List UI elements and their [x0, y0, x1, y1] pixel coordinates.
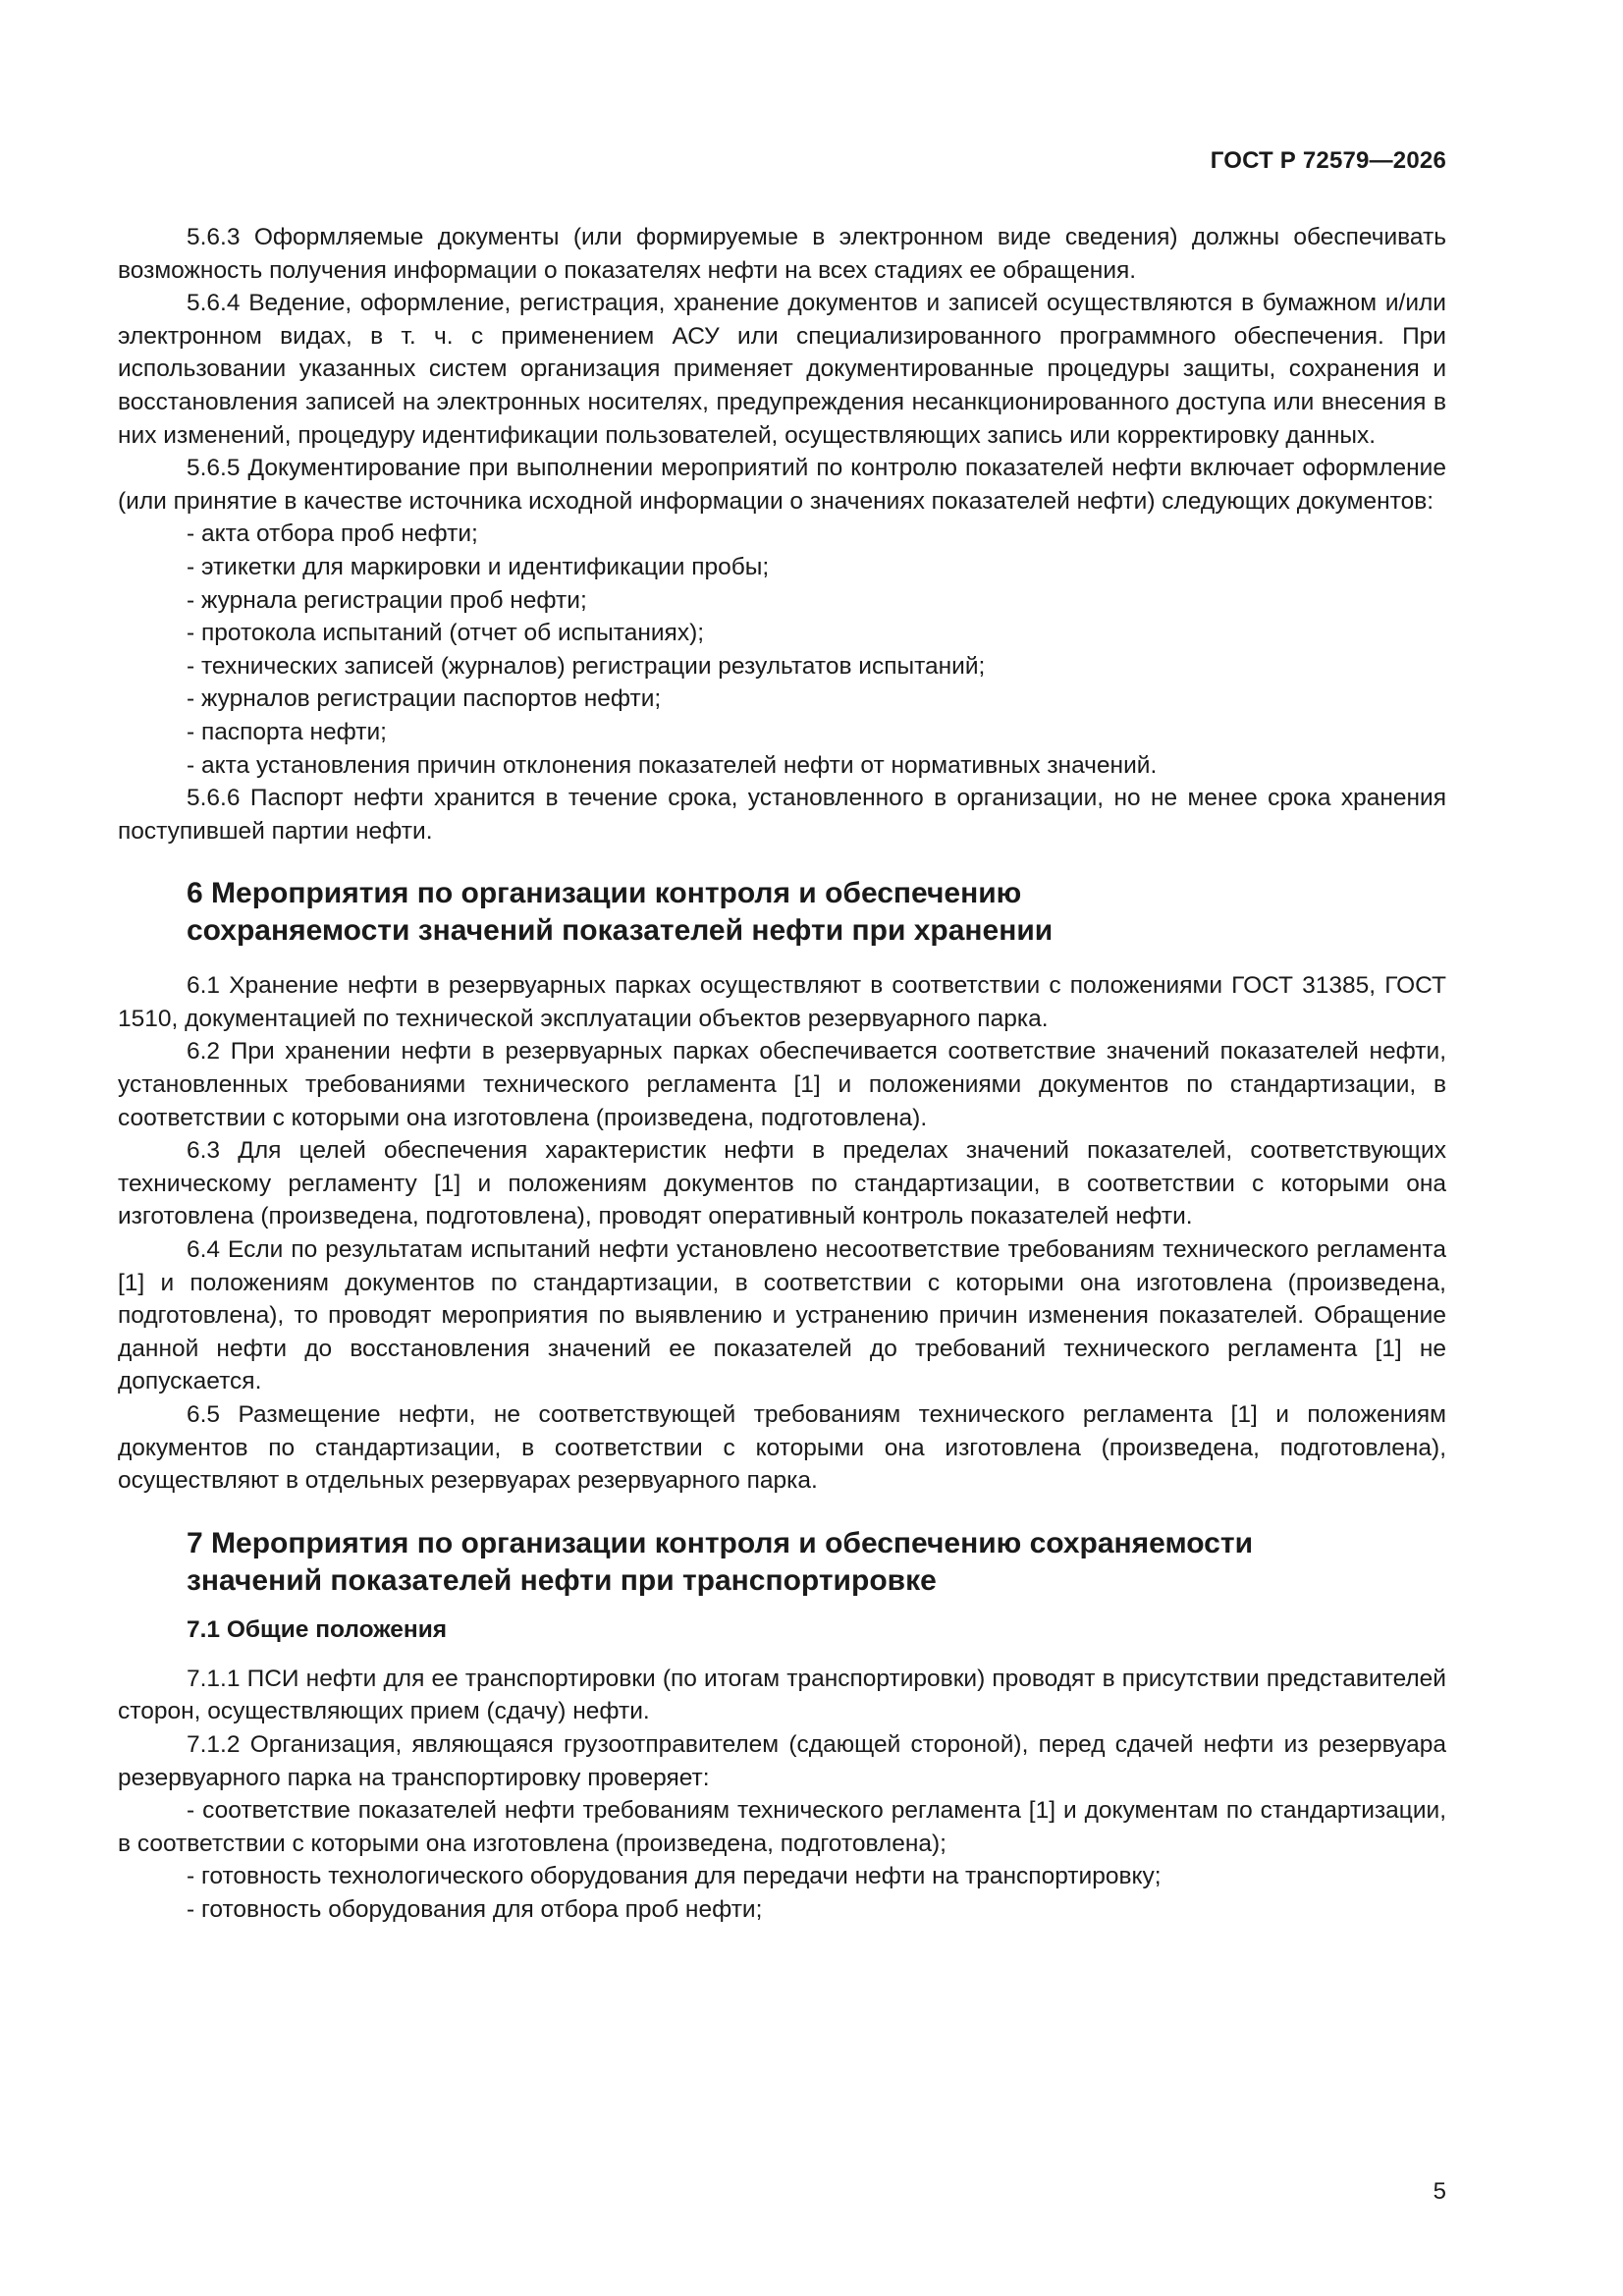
section-7-heading-line-2: значений показателей нефти при транспортировке	[187, 1563, 937, 1597]
list-item: - паспорта нефти;	[187, 718, 387, 745]
checks-list	[118, 1794, 1446, 1926]
list-item: - журнала регистрации проб нефти;	[187, 586, 587, 614]
list-item: - журналов регистрации паспортов нефти;	[187, 685, 662, 713]
paragraph-5-6-4: 5.6.4 Ведение, оформление, регистрация, хранение документов и записей осуществляются в бумажном и/или электронном видах, в т. ч. с применением АСУ или специализированного программного обеспечения. При использовании указанных систем организация применяет документированные процедуры защиты, сохранения и восстановления записей на электронных носителях, предупреждения несанкционированного доступа или внесения в них изменений, процедуру идентификации пользователей, осуществляющих запись или корректировку данных.	[118, 290, 1446, 449]
paragraph-6-3: 6.3 Для целей обеспечения характеристик нефти в пределах значений показателей, соответствующих техническому регламенту [1] и положениям документов по стандартизации, в соответствии с которыми она изготовлена (произведена, подготовлена), проводят оперативный контроль показателей нефти.	[118, 1137, 1446, 1230]
paragraph-5-6-6: 5.6.6 Паспорт нефти хранится в течение срока, установленного в организации, но не менее срока хранения поступившей партии нефти.	[118, 785, 1446, 845]
paragraph-6-1: 6.1 Хранение нефти в резервуарных парках осуществляют в соответствии с положениями ГОСТ 31385, ГОСТ 1510, документацией по технической эксплуатации объектов резервуарного парка.	[118, 972, 1446, 1032]
section-6-heading-line-2: сохраняемости значений показателей нефти при хранении	[187, 914, 1054, 948]
paragraph-6-5: 6.5 Размещение нефти, не соответствующей требованиям технического регламента [1] и положениям документов по стандартизации, в соответствии с которыми она изготовлена (произведена, подготовлена), осуществляют в отдельных резервуарах резервуарного парка.	[118, 1401, 1446, 1495]
list-item: - протокола испытаний (отчет об испытаниях);	[187, 620, 705, 647]
paragraph-5-6-5: 5.6.5 Документирование при выполнении мероприятий по контролю показателей нефти включает оформление (или принятие в качестве источника исходной информации о значениях показателей нефти) следующих документов:	[118, 455, 1446, 515]
section-7-heading	[118, 1525, 1446, 1600]
list-item: - готовность оборудования для отбора проб нефти;	[187, 1895, 763, 1923]
list-item: - акта отбора проб нефти;	[187, 520, 478, 548]
paragraph-6-2: 6.2 При хранении нефти в резервуарных парках обеспечивается соответствие значений показателей нефти, установленных требованиями технического регламента [1] и положениями документов по стандартизации, в соответствии с которыми она изготовлена (произведена, подготовлена).	[118, 1038, 1446, 1131]
list-item: - этикетки для маркировки и идентификации пробы;	[187, 553, 770, 580]
subsection-7-1-heading: 7.1 Общие положения	[187, 1615, 448, 1643]
section-6-heading	[118, 875, 1446, 950]
paragraph-6-4: 6.4 Если по результатам испытаний нефти установлено несоответствие требованиям технического регламента [1] и положениям документов по стандартизации, в соответствии с которыми она изготовлена (произведена, подготовлена), то проводят мероприятия по выявлению и устранению причин изменения показателей. Обращение данной нефти до восстановления значений ее показателей до требований технического регламента [1] не допускается.	[118, 1236, 1446, 1395]
page-content	[118, 221, 1446, 1927]
paragraph-7-1-1: 7.1.1 ПСИ нефти для ее транспортировки (по итогам транспортировки) проводят в присутствии представителей сторон, осуществляющих прием (сдачу) нефти.	[118, 1665, 1446, 1725]
section-7-heading-line-1: 7 Мероприятия по организации контроля и обеспечению сохраняемости	[187, 1526, 1254, 1559]
list-item: - готовность технологического оборудования для передачи нефти на транспортировку;	[187, 1863, 1162, 1890]
list-item: - соответствие показателей нефти требованиям технического регламента [1] и документам по стандартизации, в соответствии с которыми она изготовлена (произведена, подготовлена);	[118, 1797, 1446, 1857]
list-item: - технических записей (журналов) регистрации результатов испытаний;	[187, 652, 986, 680]
standard-designation: ГОСТ Р 72579—2026	[1210, 147, 1446, 174]
paragraph-5-6-3: 5.6.3 Оформляемые документы (или формируемые в электронном виде сведения) должны обеспечивать возможность получения информации о показателях нефти на всех стадиях ее обращения.	[118, 224, 1446, 284]
page-number: 5	[1433, 2178, 1446, 2205]
list-item: - акта установления причин отклонения показателей нефти от нормативных значений.	[187, 751, 1158, 779]
section-6-heading-line-1: 6 Мероприятия по организации контроля и обеспечению	[187, 877, 1022, 910]
documents-list	[118, 518, 1446, 782]
paragraph-7-1-2: 7.1.2 Организация, являющаяся грузоотправителем (сдающей стороной), перед сдачей нефти из резервуара резервуарного парка на транспортировку проверяет:	[118, 1730, 1446, 1791]
